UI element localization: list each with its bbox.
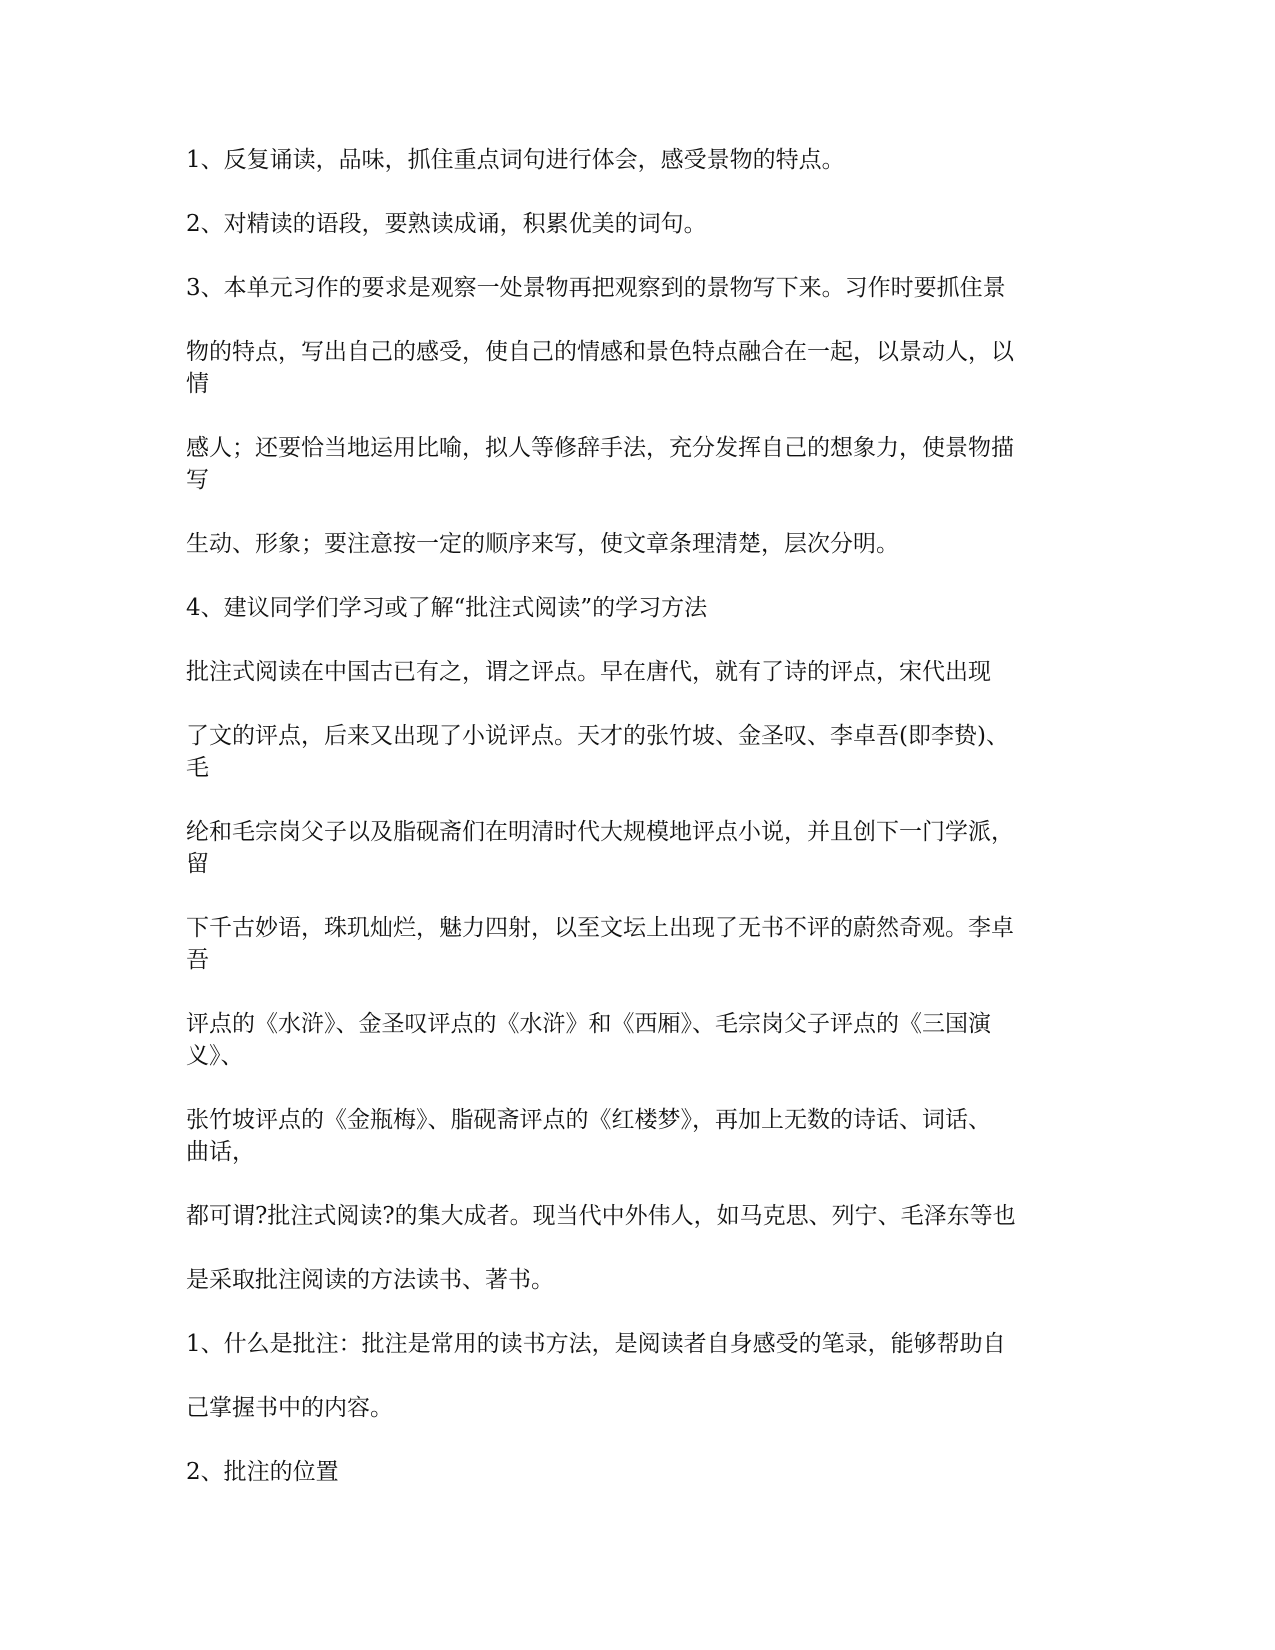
- text-line: 2、对精读的语段，要熟读成诵，积累优美的词句。: [186, 211, 707, 237]
- text-line: 张竹坡评点的《金瓶梅》、脂砚斋评点的《红楼梦》，再加上无数的诗话、词话、: [186, 1107, 991, 1133]
- text-line: 了文的评点，后来又出现了小说评点。天才的张竹坡、金圣叹、李卓吾(即李贽)、: [186, 723, 1009, 749]
- document-body: [186, 144, 1086, 1488]
- text-line: 生动、形象；要注意按一定的顺序来写，使文章条理清楚，层次分明。: [186, 531, 899, 557]
- text-line: 吾: [186, 947, 209, 973]
- text-line: 情: [186, 371, 209, 397]
- text-line: 4、建议同学们学习或了解“批注式阅读”的学习方法: [186, 595, 708, 621]
- text-line: 感人；还要恰当地运用比喻，拟人等修辞手法，充分发挥自己的想象力，使景物描: [186, 435, 1014, 461]
- text-line: 曲话，: [186, 1139, 255, 1165]
- text-line: 都可谓?批注式阅读?的集大成者。现当代中外伟人，如马克思、列宁、毛泽东等也: [186, 1203, 1016, 1229]
- text-line: 3、本单元习作的要求是观察一处景物再把观察到的景物写下来。习作时要抓住景: [186, 275, 1006, 301]
- text-line: 写: [186, 467, 209, 493]
- text-line: 下千古妙语，珠玑灿烂，魅力四射，以至文坛上出现了无书不评的蔚然奇观。李卓: [186, 915, 1014, 941]
- text-line: 1、什么是批注：批注是常用的读书方法，是阅读者自身感受的笔录，能够帮助自: [186, 1331, 1006, 1357]
- text-line: 评点的《水浒》、金圣叹评点的《水浒》和《西厢》、毛宗岗父子评点的《三国演: [186, 1011, 991, 1037]
- text-line: 毛: [186, 755, 209, 781]
- text-line: 己掌握书中的内容。: [186, 1395, 393, 1421]
- text-line: 纶和毛宗岗父子以及脂砚斋们在明清时代大规模地评点小说，并且创下一门学派，: [186, 819, 1014, 845]
- text-line: 留: [186, 851, 209, 877]
- text-line: 是采取批注阅读的方法读书、著书。: [186, 1267, 554, 1293]
- text-line: 1、反复诵读，品味，抓住重点词句进行体会，感受景物的特点。: [186, 147, 845, 173]
- text-line: 物的特点，写出自己的感受，使自己的情感和景色特点融合在一起，以景动人，以: [186, 339, 1014, 365]
- text-line: 批注式阅读在中国古已有之，谓之评点。早在唐代，就有了诗的评点，宋代出现: [186, 659, 991, 685]
- text-line: 义》、: [186, 1043, 244, 1069]
- text-line: 2、批注的位置: [186, 1459, 339, 1485]
